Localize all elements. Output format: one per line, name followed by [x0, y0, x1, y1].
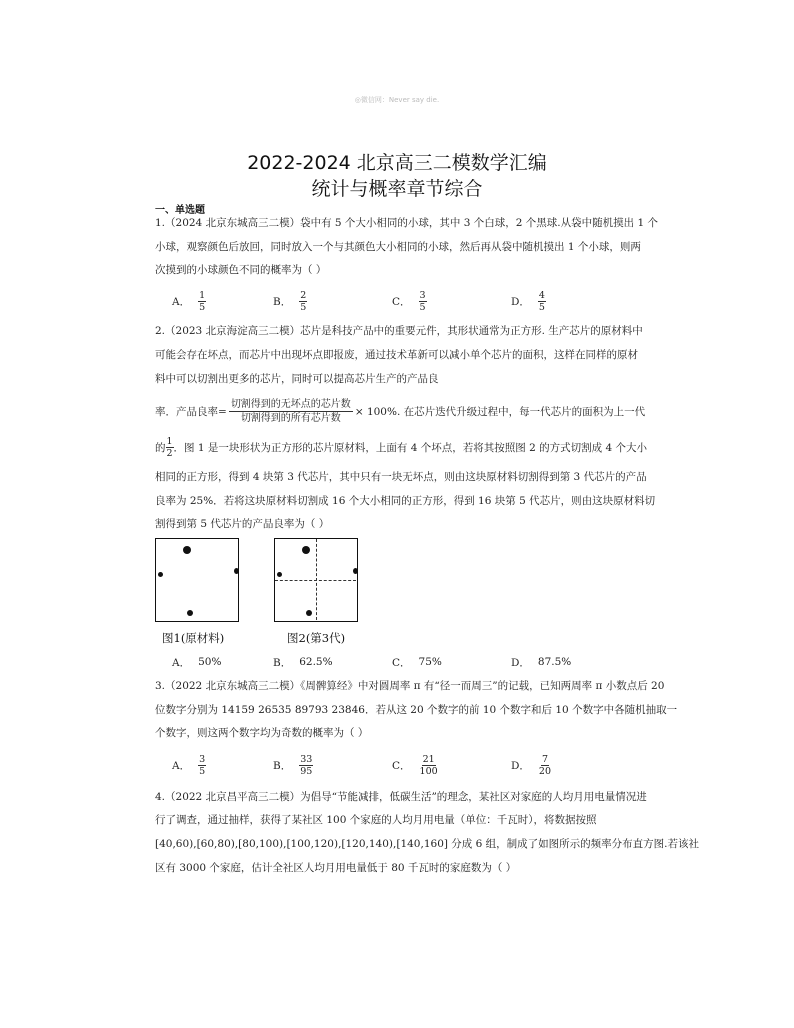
q1-line: 次摸到的小球颜色不同的概率为（ ） [155, 264, 327, 276]
q3-line: 3.（2022 北京东城高三二模）《周髀算经》中对圆周率 π 有“径一而周三”的记载，已知两周率 π 小数点后 20 [155, 680, 665, 692]
fraction [198, 290, 206, 313]
defect-dot [158, 572, 163, 577]
fraction-num: 4 [538, 289, 545, 301]
q3-line: 位数字分别为 14159 26535 89793 23846．若从这 20 个数字的前 10 个数字和后 10 个数字中各随机抽取一 [155, 704, 678, 716]
q2-choice-d[interactable] [511, 647, 571, 677]
fraction-den: 5 [199, 765, 206, 777]
q1-choice-b[interactable] [273, 286, 307, 316]
choice-label: C． [392, 295, 411, 308]
page-title: 2022-2024 北京高三二模数学汇编 [247, 152, 547, 174]
half-fraction [166, 436, 174, 459]
choice-label: A． [172, 656, 191, 669]
figure-2-caption: 图2(第3代) [287, 631, 346, 645]
q3-choice-b[interactable] [273, 750, 313, 780]
q2-choice-c[interactable] [392, 647, 442, 677]
fraction-num: 21 [422, 753, 435, 765]
fraction-den: 95 [300, 765, 313, 777]
q2-line: 可能会存在坏点，而芯片中出现坏点即报废，通过技术革新可以减小单个芯片的面积，这样在同样的原材 [155, 349, 638, 361]
fraction-num: 7 [541, 753, 548, 765]
choice-label: B． [273, 295, 292, 308]
fraction-den: 5 [300, 301, 307, 313]
q1-choice-d[interactable] [511, 286, 546, 316]
fraction-den: 2 [166, 448, 173, 459]
section-heading: 一、单选题 [155, 205, 205, 216]
choice-value: 75% [418, 656, 442, 668]
fraction [299, 290, 307, 313]
fraction-den: 5 [538, 301, 545, 313]
fraction-den: 5 [419, 301, 426, 313]
q2-line: 料中可以切割出更多的芯片，同时可以提高芯片生产的产品良 [155, 373, 439, 385]
q4-line: 区有 3000 个家庭，估计全社区人均月用电量低于 80 千瓦时的家庭数为（ ） [155, 862, 517, 874]
fraction [419, 754, 439, 777]
choice-value: 62.5% [299, 656, 333, 668]
q4-line: 行了调查，通过抽样，获得了某社区 100 个家庭的人均月用电量（单位：千瓦时），将数据按照 [155, 814, 597, 826]
page-subtitle: 统计与概率章节综合 [311, 178, 483, 200]
q2-line: 割得到第 5 代芯片的产品良率为（ ） [155, 518, 330, 530]
figure-1-caption: 图1(原材料) [162, 631, 225, 645]
fraction [538, 754, 552, 777]
defect-dot [353, 568, 358, 574]
fraction-den: 100 [419, 765, 438, 777]
choice-label: D． [511, 295, 530, 308]
q1-choice-a[interactable] [172, 286, 206, 316]
q3-choice-a[interactable] [172, 750, 206, 780]
q2-line: 相同的正方形，得到 4 块第 3 代芯片，其中只有一块无坏点，则由这块原材料切割得到第 3 代芯片的产品 [155, 471, 647, 483]
defect-dot [302, 546, 310, 554]
q3-line: 个数字，则这两个数字均为奇数的概率为（ ） [155, 727, 369, 739]
q2-half-line [155, 436, 647, 459]
watermark: ◎微信网：Never say die. [354, 96, 440, 104]
choice-label: C． [392, 759, 411, 772]
fraction-num: 3 [419, 289, 426, 301]
fraction-num: 3 [199, 753, 206, 765]
q2-choice-b[interactable] [273, 647, 333, 677]
figure-1-raw-material [155, 538, 239, 622]
q3-choice-c[interactable] [392, 750, 439, 780]
q1-line: 1.（2024 北京东城高三二模）袋中有 5 个大小相同的小球，其中 3 个白球，2 个黑球.从袋中随机摸出 1 个 [155, 217, 658, 229]
fraction-den: 20 [538, 765, 552, 777]
choice-label: A． [172, 295, 191, 308]
choice-label: B． [273, 759, 292, 772]
defect-dot [277, 572, 282, 577]
cut-line-horizontal [275, 580, 356, 581]
choice-value: 87.5% [537, 656, 572, 668]
defect-dot [234, 568, 239, 574]
rate-suffix: × 100%. 在芯片迭代升级过程中，每一代芯片的面积为上一代 [354, 405, 646, 418]
choice-label: D． [511, 759, 530, 772]
q1-line: 小球，观察颜色后放回，同时放入一个与其颜色大小相同的小球，然后再从袋中随机摸出 1 个小球，则两 [155, 241, 641, 253]
q2-line: 良率为 25%．若将这块原材料切割成 16 个大小相同的正方形，得到 16 块第 5 代芯片，则由这块原材料切 [155, 495, 656, 507]
fraction [299, 754, 313, 777]
fraction-num: 33 [300, 753, 313, 765]
rate-prefix: 率．产品良率= [155, 405, 227, 418]
q1-choice-c[interactable] [392, 286, 427, 316]
fraction-num: 1 [199, 289, 206, 301]
rate-fraction [229, 398, 353, 425]
choice-label: A． [172, 759, 191, 772]
q2-choices [0, 647, 794, 677]
q2-rate-line [155, 398, 645, 425]
choice-label: D． [511, 656, 530, 669]
half-suffix: ．图 1 是一块形状为正方形的芯片原材料，上面有 4 个坏点，若将其按照图 2 的方式切割成 4 个大小 [173, 441, 647, 454]
q2-line: 2.（2023 北京海淀高三二模）芯片是科技产品中的重要元件，其形状通常为正方形. 生产芯片的原材料中 [155, 325, 643, 337]
q4-line: [40,60),[60,80),[80,100),[100,120),[120,140),[140,160] 分成 6 组，制成了如图所示的频率分布直方图.若该社 [155, 838, 699, 850]
rate-num: 切割得到的无坏点的芯片数 [230, 399, 351, 410]
defect-dot [306, 610, 312, 616]
fraction-num: 1 [166, 436, 173, 447]
fraction [538, 290, 546, 313]
q3-choices [0, 750, 794, 780]
rate-den: 切割得到的所有芯片数 [240, 413, 341, 424]
q1-choices [0, 286, 794, 316]
fraction-num: 2 [300, 289, 307, 301]
fraction [419, 290, 427, 313]
choice-label: C． [392, 656, 411, 669]
figure-2-third-gen [274, 538, 358, 622]
q2-choice-a[interactable] [172, 647, 221, 677]
choice-label: B． [273, 656, 292, 669]
q3-choice-d[interactable] [511, 750, 552, 780]
defect-dot [183, 546, 191, 554]
fraction [198, 754, 206, 777]
defect-dot [187, 610, 193, 616]
q4-line: 4.（2022 北京昌平高三二模）为倡导“节能减排，低碳生活”的理念，某社区对家庭的人均月用电量情况进 [155, 791, 647, 803]
half-prefix: 的 [155, 441, 166, 454]
fraction-den: 5 [199, 301, 206, 313]
choice-value: 50% [198, 656, 222, 668]
